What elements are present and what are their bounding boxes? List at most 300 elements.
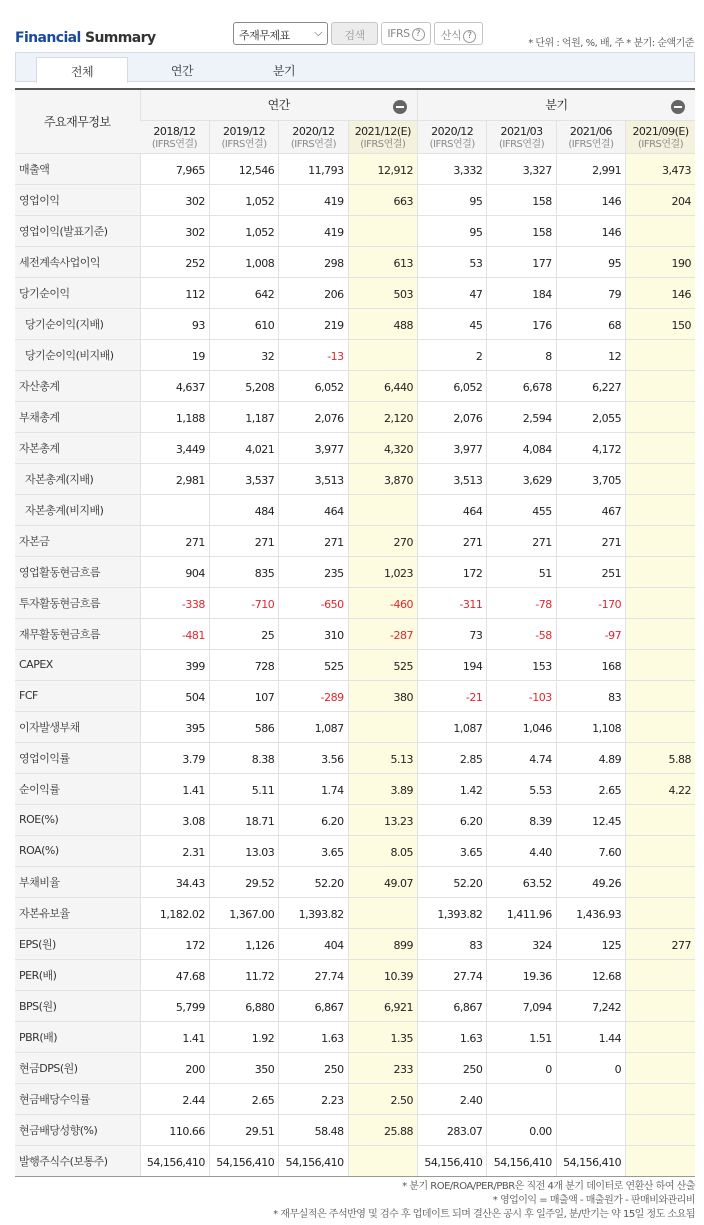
table-cell: 4,084 (487, 432, 556, 463)
table-cell: 6,867 (279, 990, 348, 1021)
table-cell: -311 (418, 587, 487, 618)
table-cell: 3,705 (556, 463, 625, 494)
table-cell: 146 (626, 277, 695, 308)
table-cell (626, 897, 695, 928)
column-basis: (IFRS연결) (360, 138, 406, 150)
row-label: 자본총계(지배) (15, 463, 140, 494)
table-cell: 184 (487, 277, 556, 308)
table-cell: 1.51 (487, 1021, 556, 1052)
table-cell: 488 (348, 308, 417, 339)
row-label: 투자활동현금흐름 (15, 587, 140, 618)
table-cell: 504 (140, 680, 209, 711)
table-cell: 1,188 (140, 401, 209, 432)
table-cell: 3,327 (487, 153, 556, 184)
table-cell: 1,187 (209, 401, 278, 432)
table-cell: -650 (279, 587, 348, 618)
table-row (15, 835, 695, 866)
table-cell: 3.08 (140, 804, 209, 835)
table-cell (626, 525, 695, 556)
table-cell: 2.44 (140, 1083, 209, 1114)
table-cell: 2,991 (556, 153, 625, 184)
table-cell (626, 556, 695, 587)
table-cell: 1,008 (209, 246, 278, 277)
table-cell: 10.39 (348, 959, 417, 990)
table-cell: 54,156,410 (487, 1145, 556, 1176)
table-cell: 1,182.02 (140, 897, 209, 928)
table-cell: 5,208 (209, 370, 278, 401)
table-cell: 25.88 (348, 1114, 417, 1145)
table-cell: 54,156,410 (140, 1145, 209, 1176)
table-cell (140, 494, 209, 525)
table-cell: 3,537 (209, 463, 278, 494)
table-cell (626, 1114, 695, 1145)
column-basis: (IFRS연결) (151, 138, 197, 150)
column-header (348, 120, 417, 153)
table-cell: 12 (556, 339, 625, 370)
table-cell: 2.23 (279, 1083, 348, 1114)
table-cell: -21 (418, 680, 487, 711)
table-cell: 153 (487, 649, 556, 680)
table-cell (348, 1145, 417, 1176)
row-label: 영업이익률 (15, 742, 140, 773)
table-cell: 235 (279, 556, 348, 587)
table-cell: 2.50 (348, 1083, 417, 1114)
column-period: 2020/12 (292, 124, 335, 138)
column-basis: (IFRS연결) (568, 138, 614, 150)
table-cell: 7.60 (556, 835, 625, 866)
table-row (15, 990, 695, 1021)
row-label: PBR(배) (15, 1021, 140, 1052)
table-cell: 728 (209, 649, 278, 680)
row-header-label: 주요재무정보 (15, 89, 140, 153)
table-cell: 350 (209, 1052, 278, 1083)
table-cell: 3.56 (279, 742, 348, 773)
table-cell: 3,870 (348, 463, 417, 494)
table-cell: 12,546 (209, 153, 278, 184)
table-cell: 177 (487, 246, 556, 277)
search-button[interactable]: 검색 (331, 22, 378, 45)
table-cell (626, 866, 695, 897)
table-cell: 3,513 (279, 463, 348, 494)
table-cell: 302 (140, 215, 209, 246)
table-cell: 4,172 (556, 432, 625, 463)
collapse-annual-icon[interactable] (393, 100, 407, 114)
row-label: BPS(원) (15, 990, 140, 1021)
table-cell (626, 680, 695, 711)
table-cell: 1.42 (418, 773, 487, 804)
table-cell: 271 (279, 525, 348, 556)
row-label: 영업활동현금흐름 (15, 556, 140, 587)
table-cell: 2,076 (279, 401, 348, 432)
column-period: 2020/12 (431, 124, 474, 138)
table-cell: 252 (140, 246, 209, 277)
column-header (279, 120, 348, 153)
table-cell: 176 (487, 308, 556, 339)
table-cell: 49.26 (556, 866, 625, 897)
table-cell: 7,242 (556, 990, 625, 1021)
table-cell: -338 (140, 587, 209, 618)
table-row (15, 618, 695, 649)
table-cell: 3.65 (279, 835, 348, 866)
table-cell: 283.07 (418, 1114, 487, 1145)
table-cell: 11,793 (279, 153, 348, 184)
table-cell (626, 990, 695, 1021)
table-cell: 5,799 (140, 990, 209, 1021)
table-cell: 7,094 (487, 990, 556, 1021)
table-cell: 302 (140, 184, 209, 215)
table-cell: 5.11 (209, 773, 278, 804)
row-label: 순이익률 (15, 773, 140, 804)
table-cell: 8 (487, 339, 556, 370)
statement-type-select[interactable] (233, 22, 328, 45)
table-cell: 3,449 (140, 432, 209, 463)
unit-note: * 단위 : 억원, %, 배, 주 * 분기: 순액기준 (528, 38, 694, 49)
table-cell: 3,977 (418, 432, 487, 463)
table-row (15, 680, 695, 711)
table-cell: 1,087 (418, 711, 487, 742)
table-cell (626, 463, 695, 494)
table-cell: 4.74 (487, 742, 556, 773)
table-cell: 1.74 (279, 773, 348, 804)
table-row (15, 153, 695, 184)
table-cell: 0 (487, 1052, 556, 1083)
row-label: FCF (15, 680, 140, 711)
table-cell (626, 1083, 695, 1114)
table-cell: 271 (140, 525, 209, 556)
table-cell: 6,052 (279, 370, 348, 401)
table-cell: 112 (140, 277, 209, 308)
table-cell: 54,156,410 (418, 1145, 487, 1176)
tab-quarter[interactable]: 분기 (272, 64, 296, 78)
table-cell: 5.88 (626, 742, 695, 773)
table-cell: -710 (209, 587, 278, 618)
table-cell: 2,594 (487, 401, 556, 432)
table-cell: 29.52 (209, 866, 278, 897)
table-cell: 45 (418, 308, 487, 339)
table-cell: 1,367.00 (209, 897, 278, 928)
column-header (626, 120, 695, 153)
table-cell: 1,393.82 (279, 897, 348, 928)
table-cell: -78 (487, 587, 556, 618)
question-icon: ? (463, 30, 476, 43)
table-cell: 8.39 (487, 804, 556, 835)
row-label: 자본유보율 (15, 897, 140, 928)
row-label: EPS(원) (15, 928, 140, 959)
table-row (15, 339, 695, 370)
table-cell: 3.65 (418, 835, 487, 866)
table-cell: 93 (140, 308, 209, 339)
table-cell: 399 (140, 649, 209, 680)
table-cell: 3.79 (140, 742, 209, 773)
table-cell: 4.22 (626, 773, 695, 804)
table-cell: 8.05 (348, 835, 417, 866)
table-cell: 19.36 (487, 959, 556, 990)
table-cell: 464 (279, 494, 348, 525)
column-header (556, 120, 625, 153)
table-cell: -481 (140, 618, 209, 649)
table-cell: 2.65 (556, 773, 625, 804)
table-cell: 11.72 (209, 959, 278, 990)
table-cell: 125 (556, 928, 625, 959)
table-cell (348, 711, 417, 742)
table-cell: 52.20 (279, 866, 348, 897)
chevron-down-icon: ⌵ (314, 26, 322, 39)
row-label: 매출액 (15, 153, 140, 184)
table-cell: 2.40 (418, 1083, 487, 1114)
table-row (15, 959, 695, 990)
table-cell: 4,320 (348, 432, 417, 463)
table-cell: 233 (348, 1052, 417, 1083)
table-cell: 95 (556, 246, 625, 277)
table-cell: 52.20 (418, 866, 487, 897)
row-label: 자본총계 (15, 432, 140, 463)
table-cell (626, 1145, 695, 1176)
table-row (15, 897, 695, 928)
table-cell: 6.20 (418, 804, 487, 835)
table-cell: -103 (487, 680, 556, 711)
table-cell: 172 (418, 556, 487, 587)
table-cell: 324 (487, 928, 556, 959)
ifrs-help-button[interactable] (381, 22, 431, 45)
table-cell: 6,678 (487, 370, 556, 401)
table-cell: 298 (279, 246, 348, 277)
table-cell: 51 (487, 556, 556, 587)
table-row (15, 1021, 695, 1052)
table-cell: 904 (140, 556, 209, 587)
table-cell: 0.00 (487, 1114, 556, 1145)
row-label: 세전계속사업이익 (15, 246, 140, 277)
table-cell: 63.52 (487, 866, 556, 897)
table-cell: 190 (626, 246, 695, 277)
table-cell: 206 (279, 277, 348, 308)
table-cell: -460 (348, 587, 417, 618)
table-row (15, 432, 695, 463)
table-row (15, 649, 695, 680)
table-cell: 2 (418, 339, 487, 370)
row-label: 자산총계 (15, 370, 140, 401)
table-cell: 110.66 (140, 1114, 209, 1145)
table-cell: 83 (556, 680, 625, 711)
table-cell: 1,052 (209, 184, 278, 215)
table-cell: 3,473 (626, 153, 695, 184)
table-cell: 0 (556, 1052, 625, 1083)
table-cell: 277 (626, 928, 695, 959)
group-header-quarter (418, 89, 696, 120)
table-cell: 1.63 (418, 1021, 487, 1052)
table-cell: 4.40 (487, 835, 556, 866)
column-basis: (IFRS연결) (221, 138, 267, 150)
row-label: 당기순이익(비지배) (15, 339, 140, 370)
table-row (15, 773, 695, 804)
column-basis: (IFRS연결) (638, 138, 684, 150)
table-cell: 251 (556, 556, 625, 587)
table-cell: 3,513 (418, 463, 487, 494)
table-cell (626, 649, 695, 680)
group-label-quarter: 분기 (545, 98, 568, 113)
column-period: 2021/09(E) (632, 124, 689, 138)
table-cell: 503 (348, 277, 417, 308)
column-basis: (IFRS연결) (499, 138, 545, 150)
row-label: CAPEX (15, 649, 140, 680)
table-cell: 1.63 (279, 1021, 348, 1052)
table-row (15, 742, 695, 773)
table-cell (348, 494, 417, 525)
ifrs-label: IFRS (387, 27, 410, 40)
table-cell: -58 (487, 618, 556, 649)
table-cell: 73 (418, 618, 487, 649)
table-cell: 6,052 (418, 370, 487, 401)
table-cell: 3.89 (348, 773, 417, 804)
table-cell: 107 (209, 680, 278, 711)
column-header (418, 120, 487, 153)
row-label: 현금DPS(원) (15, 1052, 140, 1083)
table-row (15, 1052, 695, 1083)
tab-all[interactable]: 전체 (36, 57, 128, 83)
table-cell: 271 (487, 525, 556, 556)
footnote: * 재무실적은 주석반영 및 검수 후 업데이트 되며 결산은 공시 후 일주일, 분/반기는 약 15일 정도 소요됨 (273, 1209, 695, 1220)
table-cell: 613 (348, 246, 417, 277)
table-cell: 13.03 (209, 835, 278, 866)
formula-label: 산식 (440, 29, 462, 42)
table-cell: 419 (279, 215, 348, 246)
table-row (15, 1114, 695, 1145)
group-label-annual: 연간 (267, 98, 290, 113)
tab-annual[interactable]: 연간 (170, 64, 194, 78)
table-cell: 47 (418, 277, 487, 308)
table-cell (348, 897, 417, 928)
table-cell (556, 1083, 625, 1114)
table-cell: 2.85 (418, 742, 487, 773)
table-cell (348, 339, 417, 370)
table-cell: 32 (209, 339, 278, 370)
table-cell: 1.35 (348, 1021, 417, 1052)
table-row (15, 1083, 695, 1114)
table-row (15, 215, 695, 246)
table-cell (626, 835, 695, 866)
table-row (15, 184, 695, 215)
table-cell: 27.74 (279, 959, 348, 990)
table-cell: 54,156,410 (209, 1145, 278, 1176)
column-header (487, 120, 556, 153)
table-cell (626, 339, 695, 370)
table-row (15, 370, 695, 401)
table-row (15, 587, 695, 618)
table-cell: 83 (418, 928, 487, 959)
table-cell: 53 (418, 246, 487, 277)
table-cell: 19 (140, 339, 209, 370)
table-cell: 3,629 (487, 463, 556, 494)
table-cell: 172 (140, 928, 209, 959)
formula-help-button[interactable] (434, 22, 483, 45)
table-cell: 1,411.96 (487, 897, 556, 928)
table-cell (626, 215, 695, 246)
table-cell: 146 (556, 215, 625, 246)
table-cell: 1,023 (348, 556, 417, 587)
table-cell: 7,965 (140, 153, 209, 184)
table-cell: 3,332 (418, 153, 487, 184)
table-cell (626, 711, 695, 742)
page-title (15, 30, 155, 46)
table-cell (626, 618, 695, 649)
table-cell: 1,393.82 (418, 897, 487, 928)
collapse-quarter-icon[interactable] (671, 100, 685, 114)
table-cell: 4,021 (209, 432, 278, 463)
table-cell (626, 587, 695, 618)
table-cell: 34.43 (140, 866, 209, 897)
table-cell: 6,227 (556, 370, 625, 401)
table-cell: 158 (487, 215, 556, 246)
table-cell: 13.23 (348, 804, 417, 835)
row-label: 부채비율 (15, 866, 140, 897)
table-row (15, 463, 695, 494)
row-label: 자본금 (15, 525, 140, 556)
table-cell: 1,087 (279, 711, 348, 742)
table-cell: 6,440 (348, 370, 417, 401)
column-period: 2021/06 (569, 124, 613, 138)
table-cell: 835 (209, 556, 278, 587)
table-cell: 54,156,410 (279, 1145, 348, 1176)
table-cell (626, 959, 695, 990)
row-label: 자본총계(비지배) (15, 494, 140, 525)
table-row (15, 494, 695, 525)
footnotes (273, 1180, 695, 1222)
table-cell: -97 (556, 618, 625, 649)
table-cell: 2,055 (556, 401, 625, 432)
table-cell: 663 (348, 184, 417, 215)
table-cell: 271 (209, 525, 278, 556)
table-cell: 271 (418, 525, 487, 556)
table-cell: -170 (556, 587, 625, 618)
table-cell: 18.71 (209, 804, 278, 835)
table-cell: 168 (556, 649, 625, 680)
table-cell: 2,981 (140, 463, 209, 494)
row-label: 발행주식수(보통주) (15, 1145, 140, 1176)
table-cell: 404 (279, 928, 348, 959)
table-cell: 6,880 (209, 990, 278, 1021)
table-cell: 25 (209, 618, 278, 649)
table-cell: 899 (348, 928, 417, 959)
table-cell: 419 (279, 184, 348, 215)
row-label: 현금배당수익률 (15, 1083, 140, 1114)
table-cell: 6,867 (418, 990, 487, 1021)
table-cell: 464 (418, 494, 487, 525)
table-row (15, 711, 695, 742)
row-label: 영업이익(발표기준) (15, 215, 140, 246)
table-cell: 54,156,410 (556, 1145, 625, 1176)
table-cell: 525 (348, 649, 417, 680)
row-label: 영업이익 (15, 184, 140, 215)
table-cell: 586 (209, 711, 278, 742)
table-cell: 12,912 (348, 153, 417, 184)
table-cell: 1,126 (209, 928, 278, 959)
table-row (15, 804, 695, 835)
table-cell: 1,436.93 (556, 897, 625, 928)
footnote: * 영업이익 = 매출액 - 매출원가 - 판매비와관리비 (492, 1195, 695, 1206)
column-header (140, 120, 209, 153)
table-cell: 610 (209, 308, 278, 339)
table-row (15, 525, 695, 556)
table-cell: 250 (418, 1052, 487, 1083)
table-cell: 95 (418, 184, 487, 215)
table-row (15, 246, 695, 277)
summary-header (0, 18, 704, 54)
footnote: * 분기 ROE/ROA/PER/PBR은 직전 4개 분기 데이터로 연환산 하여 산출 (402, 1181, 695, 1192)
table-cell: 12.68 (556, 959, 625, 990)
table-cell: 219 (279, 308, 348, 339)
column-header (209, 120, 278, 153)
table-cell (626, 494, 695, 525)
table-cell: 8.38 (209, 742, 278, 773)
